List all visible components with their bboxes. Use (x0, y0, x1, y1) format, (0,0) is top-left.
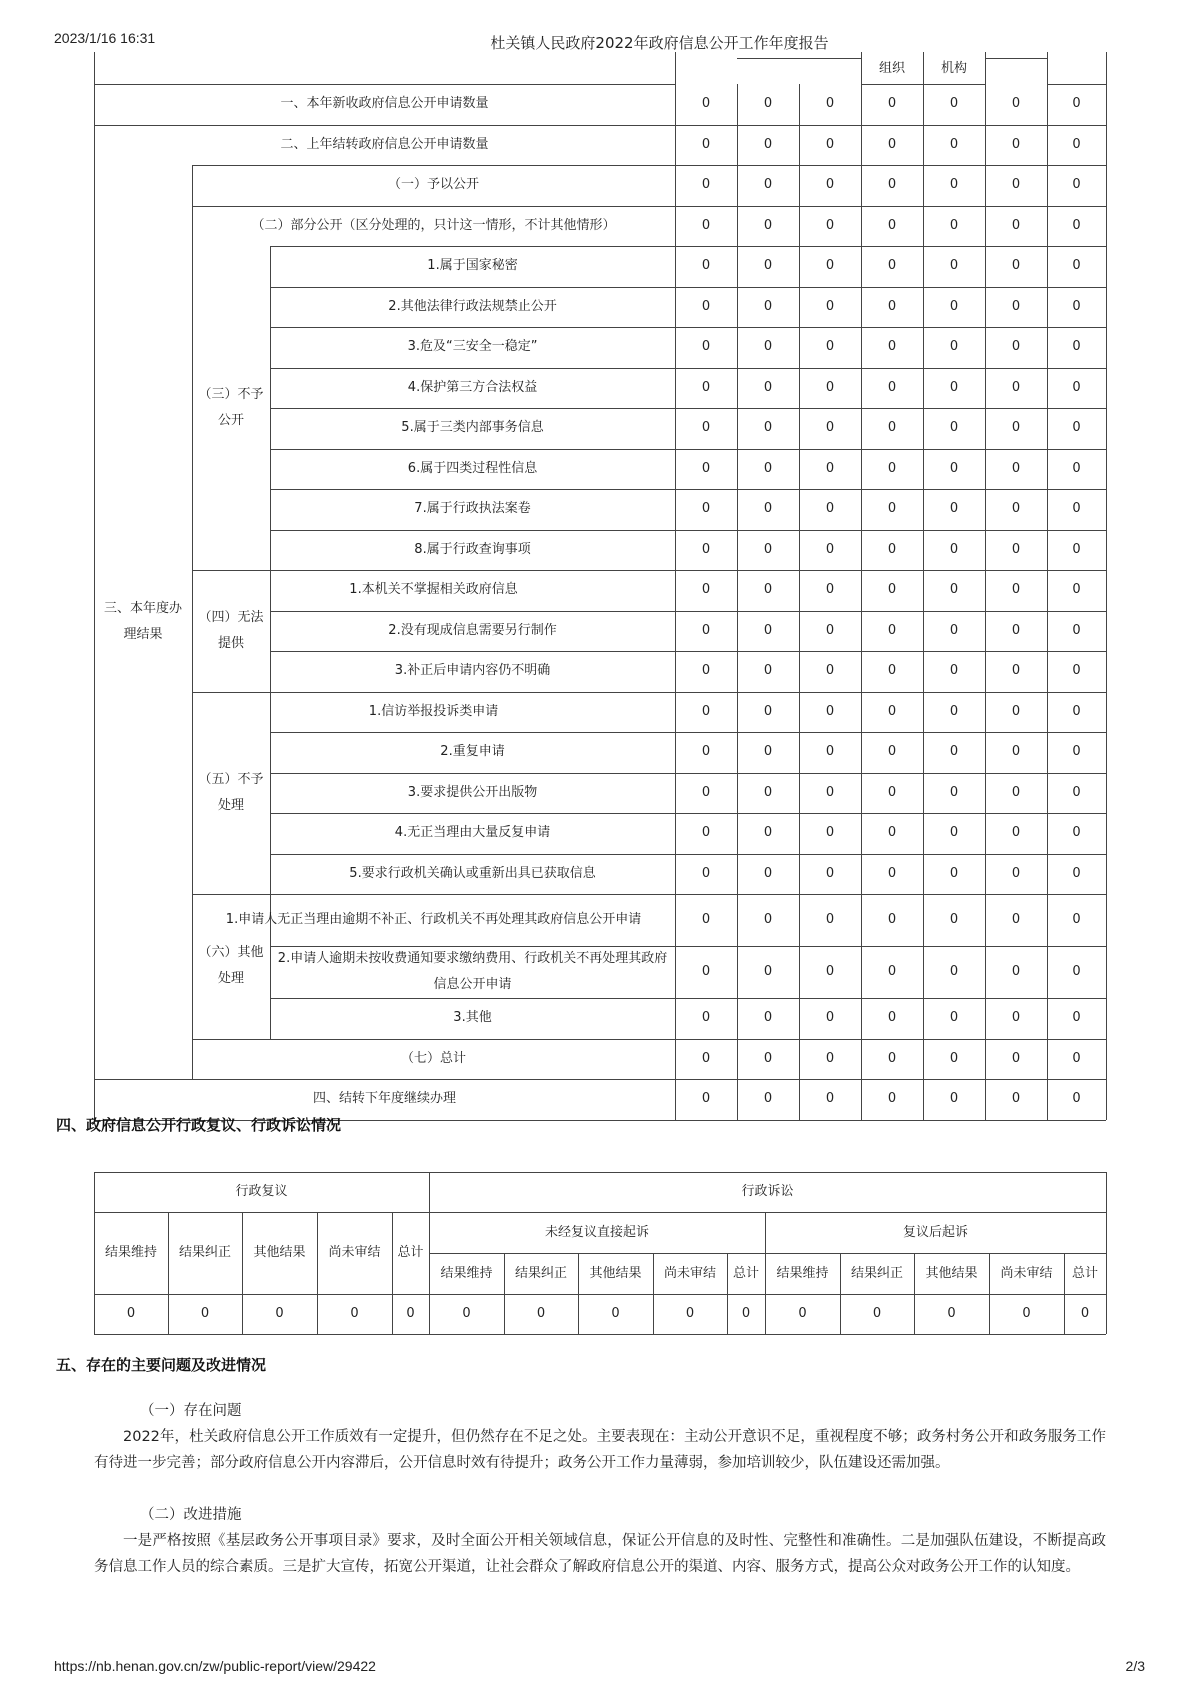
table-rule (1047, 52, 1048, 84)
row-value: 0 (887, 1091, 897, 1107)
row-value: 0 (763, 298, 773, 314)
row-label: 5.属于三类内部事务信息 (401, 420, 544, 436)
row-label: 2.没有现成信息需要另行制作 (388, 622, 557, 638)
row-value: 0 (763, 460, 773, 476)
row-value: 0 (701, 912, 711, 927)
row-value: 0 (825, 217, 835, 233)
row-value: 0 (949, 825, 959, 841)
row-value: 0 (1072, 136, 1081, 152)
row-value: 0 (949, 964, 959, 979)
row-value: 0 (887, 622, 897, 638)
row-value: 0 (1011, 582, 1021, 598)
page-footer-url[interactable]: https://nb.henan.gov.cn/zw/public-report/view/29422 (54, 1658, 376, 1674)
row-value: 0 (1011, 501, 1021, 517)
row-value: 0 (1011, 703, 1021, 719)
row-value: 0 (701, 136, 711, 152)
header-col-organization: 组织 (878, 61, 905, 76)
row-value: 0 (1011, 1050, 1021, 1066)
header-admin-review: 行政复议 (235, 1184, 288, 1199)
row-label: （二）部分公开（区分处理的，只计这一情形，不计其他情形） (251, 217, 616, 233)
row-value: 0 (1011, 744, 1021, 760)
row-value: 0 (701, 1091, 711, 1107)
row-value: 0 (887, 379, 897, 395)
row-value: 0 (1072, 460, 1081, 476)
table-rule (1106, 52, 1107, 84)
row-value: 0 (887, 298, 897, 314)
row-value: 0 (1072, 582, 1081, 598)
row-value: 0 (1011, 541, 1021, 557)
group-label-section3: 三、本年度办理结果 (103, 601, 182, 642)
row-value: 0 (887, 420, 897, 436)
row-label: 一、本年新收政府信息公开申请数量 (280, 96, 489, 112)
row-label: 3.危及“三安全一稳定” (407, 339, 538, 355)
table-value: 0 (685, 1306, 695, 1321)
table-value: 0 (126, 1306, 136, 1321)
row-value: 0 (1011, 177, 1021, 193)
row-value: 0 (825, 339, 835, 355)
row-value: 0 (949, 865, 959, 881)
row-value: 0 (949, 1091, 959, 1107)
row-value: 0 (887, 177, 897, 193)
row-value: 0 (949, 217, 959, 233)
row-value: 0 (887, 703, 897, 719)
table-rule (923, 52, 924, 84)
table-value: 0 (536, 1306, 546, 1321)
row-value: 0 (887, 136, 897, 152)
row-value: 0 (1072, 865, 1081, 881)
column-header: 结果维持 (104, 1245, 157, 1260)
row-value: 0 (763, 912, 773, 927)
group-label-not-disclosed: （三）不予公开 (198, 387, 264, 428)
row-value: 0 (887, 1010, 897, 1026)
section4-title: 四、政府信息公开行政复议、行政诉讼情况 (56, 1116, 342, 1134)
table-rule (737, 58, 861, 59)
row-value: 0 (1072, 420, 1081, 436)
column-header: 尚未审结 (1000, 1265, 1053, 1281)
table-value: 0 (1080, 1306, 1090, 1321)
row-value: 0 (701, 501, 711, 517)
row-value: 0 (949, 784, 959, 800)
row-value: 0 (949, 136, 959, 152)
row-value: 0 (1011, 1091, 1021, 1107)
row-value: 0 (1011, 784, 1021, 800)
row-value: 0 (825, 964, 835, 979)
header-direct-suit: 未经复议直接起诉 (544, 1224, 649, 1240)
row-value: 0 (1072, 744, 1081, 760)
row-value: 0 (887, 460, 897, 476)
column-header: 其他结果 (589, 1265, 642, 1281)
row-label: 2.申请人逾期未按收费通知要求缴纳费用、行政机关不再处理其政府信息公开申请 (277, 951, 668, 992)
row-value: 0 (763, 582, 773, 598)
row-value: 0 (825, 703, 835, 719)
row-value: 0 (887, 663, 897, 679)
row-value: 0 (1072, 379, 1081, 395)
row-label: 8.属于行政查询事项 (414, 541, 531, 557)
row-value: 0 (1011, 964, 1021, 979)
table-rule (985, 52, 986, 84)
row-value: 0 (887, 258, 897, 274)
row-value: 0 (1011, 339, 1021, 355)
row-value: 0 (701, 96, 711, 112)
row-label: 3.其他 (453, 1010, 492, 1026)
row-label: 6.属于四类过程性信息 (407, 460, 538, 476)
row-value: 0 (1011, 96, 1021, 112)
row-value: 0 (701, 460, 711, 476)
row-value: 0 (887, 912, 897, 927)
row-value: 0 (887, 865, 897, 881)
row-value: 0 (887, 541, 897, 557)
table-value: 0 (611, 1306, 620, 1321)
row-value: 0 (949, 379, 959, 395)
column-header: 总计 (397, 1245, 424, 1260)
row-value: 0 (701, 258, 711, 274)
row-value: 0 (763, 825, 773, 841)
row-value: 0 (763, 622, 773, 638)
row-value: 0 (701, 865, 711, 881)
table-rule (985, 58, 1047, 59)
row-label: 5.要求行政机关确认或重新出具已获取信息 (349, 865, 596, 881)
table-value: 0 (200, 1306, 210, 1321)
row-value: 0 (763, 501, 773, 517)
row-value: 0 (887, 217, 897, 233)
row-value: 0 (701, 663, 711, 679)
row-value: 0 (825, 582, 835, 598)
row-value: 0 (763, 1091, 773, 1107)
row-value: 0 (949, 582, 959, 598)
table-rule (861, 52, 862, 84)
row-value: 0 (701, 1010, 711, 1026)
column-header: 结果纠正 (850, 1265, 903, 1281)
row-label: 1.属于国家秘密 (427, 258, 518, 274)
row-value: 0 (825, 663, 835, 679)
row-value: 0 (949, 1050, 959, 1066)
row-value: 0 (825, 96, 835, 112)
row-value: 0 (701, 784, 711, 800)
row-value: 0 (763, 1010, 773, 1026)
row-value: 0 (701, 1050, 711, 1066)
row-value: 0 (825, 1010, 835, 1026)
row-value: 0 (825, 1091, 835, 1107)
row-value: 0 (701, 744, 711, 760)
row-value: 0 (887, 582, 897, 598)
row-value: 0 (949, 912, 959, 927)
row-label: 4.无正当理由大量反复申请 (394, 825, 551, 841)
row-value: 0 (701, 703, 711, 719)
row-value: 0 (763, 964, 773, 979)
section5-title: 五、存在的主要问题及改进情况 (56, 1356, 267, 1374)
table-rule (1106, 1172, 1107, 1334)
row-value: 0 (887, 744, 897, 760)
row-value: 0 (825, 501, 835, 517)
row-value: 0 (1011, 460, 1021, 476)
table-value: 0 (872, 1306, 882, 1321)
row-value: 0 (763, 744, 773, 760)
row-value: 0 (887, 339, 897, 355)
row-label: 1.信访举报投诉类申请 (368, 703, 499, 719)
row-value: 0 (1072, 1091, 1081, 1107)
row-value: 0 (887, 96, 897, 112)
row-value: 0 (825, 136, 835, 152)
row-label: 1.申请人无正当理由逾期不补正、行政机关不再处理其政府信息公开申请 (225, 912, 642, 927)
row-value: 0 (763, 379, 773, 395)
header-after-review-suit: 复议后起诉 (902, 1224, 968, 1240)
row-value: 0 (1011, 825, 1021, 841)
row-value: 0 (1011, 912, 1021, 927)
row-value: 0 (1072, 298, 1081, 314)
row-value: 0 (763, 663, 773, 679)
table-rule (94, 1334, 1106, 1335)
row-value: 0 (825, 541, 835, 557)
row-value: 0 (887, 825, 897, 841)
row-value: 0 (1072, 501, 1081, 517)
row-value: 0 (1072, 258, 1081, 274)
section5-para1: 2022年，杜关政府信息公开工作质效有一定提升，但仍然存在不足之处。主要表现在：主动公开意识不足，重视程度不够；政务村务公开和政务服务工作有待进一步完善；部分政府信息公开内容滞后，公开信息时效有待提升；政务公开工作力量薄弱，参加培训较少，队伍建设还需加强。 (94, 1429, 1106, 1471)
row-value: 0 (949, 460, 959, 476)
row-value: 0 (1011, 217, 1021, 233)
row-value: 0 (1011, 865, 1021, 881)
row-value: 0 (1072, 703, 1081, 719)
row-value: 0 (701, 582, 711, 598)
row-value: 0 (763, 784, 773, 800)
row-value: 0 (763, 96, 773, 112)
row-label: 2.其他法律行政法规禁止公开 (388, 298, 557, 314)
row-label: （一）予以公开 (387, 177, 479, 193)
row-value: 0 (1072, 541, 1081, 557)
row-value: 0 (701, 420, 711, 436)
section5-para2: 一是严格按照《基层政务公开事项目录》要求，及时全面公开相关领域信息，保证公开信息的及时性、完整性和准确性。二是加强队伍建设，不断提高政务信息工作人员的综合素质。三是扩大宣传，拓宽公开渠道，让社会群众了解政府信息公开的渠道、内容、服务方式，提高公众对政务公开工作的认知度。 (94, 1533, 1106, 1575)
row-value: 0 (1011, 258, 1021, 274)
row-value: 0 (949, 420, 959, 436)
row-value: 0 (949, 1010, 959, 1026)
row-value: 0 (763, 1050, 773, 1066)
row-value: 0 (949, 339, 959, 355)
column-header: 结果纠正 (178, 1245, 231, 1260)
row-value: 0 (701, 541, 711, 557)
row-label: （七）总计 (400, 1050, 466, 1066)
row-value: 0 (825, 460, 835, 476)
row-value: 0 (1011, 663, 1021, 679)
table-value: 0 (947, 1306, 956, 1321)
row-value: 0 (949, 501, 959, 517)
group-label-other-processing: （六）其他处理 (198, 945, 264, 987)
row-value: 0 (887, 501, 897, 517)
column-header: 尚未审结 (663, 1265, 716, 1281)
table-value: 0 (1022, 1306, 1031, 1321)
row-value: 0 (701, 825, 711, 841)
page-footer-page-number: 2/3 (1125, 1658, 1145, 1674)
row-value: 0 (763, 865, 773, 881)
row-value: 0 (763, 258, 773, 274)
row-value: 0 (1072, 912, 1081, 927)
row-value: 0 (1072, 622, 1081, 638)
row-value: 0 (949, 177, 959, 193)
row-value: 0 (949, 541, 959, 557)
row-value: 0 (763, 541, 773, 557)
table-rule (675, 52, 676, 84)
row-value: 0 (949, 622, 959, 638)
column-header: 总计 (732, 1265, 759, 1281)
row-value: 0 (1072, 96, 1081, 112)
row-value: 0 (763, 420, 773, 436)
row-value: 0 (1072, 1050, 1081, 1066)
row-value: 0 (701, 217, 711, 233)
row-value: 0 (1072, 1010, 1081, 1026)
row-value: 0 (763, 136, 773, 152)
row-label: 2.重复申请 (440, 744, 505, 760)
group-label-cannot-provide: （四）无法提供 (198, 609, 264, 651)
column-header: 结果维持 (776, 1265, 829, 1281)
row-value: 0 (949, 703, 959, 719)
row-value: 0 (825, 744, 835, 760)
row-value: 0 (949, 744, 959, 760)
row-value: 0 (763, 703, 773, 719)
row-value: 0 (825, 177, 835, 193)
column-header: 总计 (1071, 1265, 1098, 1281)
column-header: 其他结果 (925, 1265, 978, 1281)
row-value: 0 (1072, 825, 1081, 841)
row-value: 0 (825, 825, 835, 841)
row-label: 3.补正后申请内容仍不明确 (394, 663, 551, 679)
row-value: 0 (701, 622, 711, 638)
row-value: 0 (701, 177, 711, 193)
row-value: 0 (825, 379, 835, 395)
row-value: 0 (1011, 622, 1021, 638)
row-value: 0 (1072, 177, 1081, 193)
row-value: 0 (825, 865, 835, 881)
row-value: 0 (825, 1050, 835, 1066)
row-value: 0 (701, 298, 711, 314)
table-value: 0 (741, 1306, 751, 1321)
row-label: 四、结转下年度继续办理 (312, 1091, 456, 1107)
row-value: 0 (701, 964, 711, 979)
row-value: 0 (949, 258, 959, 274)
row-value: 0 (1072, 964, 1081, 979)
page-header-title: 杜关镇人民政府2022年政府信息公开工作年度报告 (490, 34, 829, 52)
column-header: 其他结果 (253, 1245, 306, 1260)
row-value: 0 (887, 784, 897, 800)
row-value: 0 (825, 258, 835, 274)
row-value: 0 (887, 1050, 897, 1066)
row-value: 0 (949, 663, 959, 679)
table-rule (94, 52, 95, 84)
row-value: 0 (1011, 379, 1021, 395)
row-value: 0 (825, 298, 835, 314)
header-col-institution: 机构 (940, 61, 967, 76)
row-value: 0 (825, 912, 835, 927)
table-value: 0 (462, 1306, 471, 1321)
row-label: 4.保护第三方合法权益 (407, 379, 538, 395)
table-value: 0 (406, 1306, 415, 1321)
row-value: 0 (1011, 298, 1021, 314)
column-header: 结果纠正 (514, 1265, 567, 1281)
row-value: 0 (763, 177, 773, 193)
row-value: 0 (1072, 339, 1081, 355)
table-value: 0 (275, 1306, 284, 1321)
table-rule (1106, 84, 1107, 1120)
row-value: 0 (825, 622, 835, 638)
row-value: 0 (825, 784, 835, 800)
row-value: 0 (763, 339, 773, 355)
row-value: 0 (1072, 217, 1081, 233)
row-value: 0 (1011, 420, 1021, 436)
column-header: 结果维持 (440, 1265, 493, 1281)
section5-sub1: （一）存在问题 (140, 1403, 242, 1419)
row-value: 0 (887, 964, 897, 979)
row-value: 0 (763, 217, 773, 233)
table-value: 0 (350, 1306, 359, 1321)
header-admin-litigation: 行政诉讼 (741, 1184, 794, 1199)
row-label: 3.要求提供公开出版物 (407, 784, 538, 800)
group-label-not-processed: （五）不予处理 (198, 771, 264, 813)
row-value: 0 (1072, 784, 1081, 800)
row-value: 0 (701, 339, 711, 355)
row-value: 0 (1011, 136, 1021, 152)
row-value: 0 (949, 298, 959, 314)
row-label: 1.本机关不掌握相关政府信息 (349, 582, 518, 598)
row-label: 二、上年结转政府信息公开申请数量 (280, 136, 489, 152)
page-header-datetime: 2023/1/16 16:31 (54, 30, 156, 46)
section5-sub2: （二）改进措施 (140, 1507, 242, 1523)
column-header: 尚未审结 (328, 1245, 381, 1260)
row-label: 7.属于行政执法案卷 (414, 501, 531, 517)
row-value: 0 (1072, 663, 1081, 679)
row-value: 0 (1011, 1010, 1021, 1026)
row-value: 0 (949, 96, 959, 112)
table-value: 0 (798, 1306, 807, 1321)
row-value: 0 (825, 420, 835, 436)
row-value: 0 (701, 379, 711, 395)
